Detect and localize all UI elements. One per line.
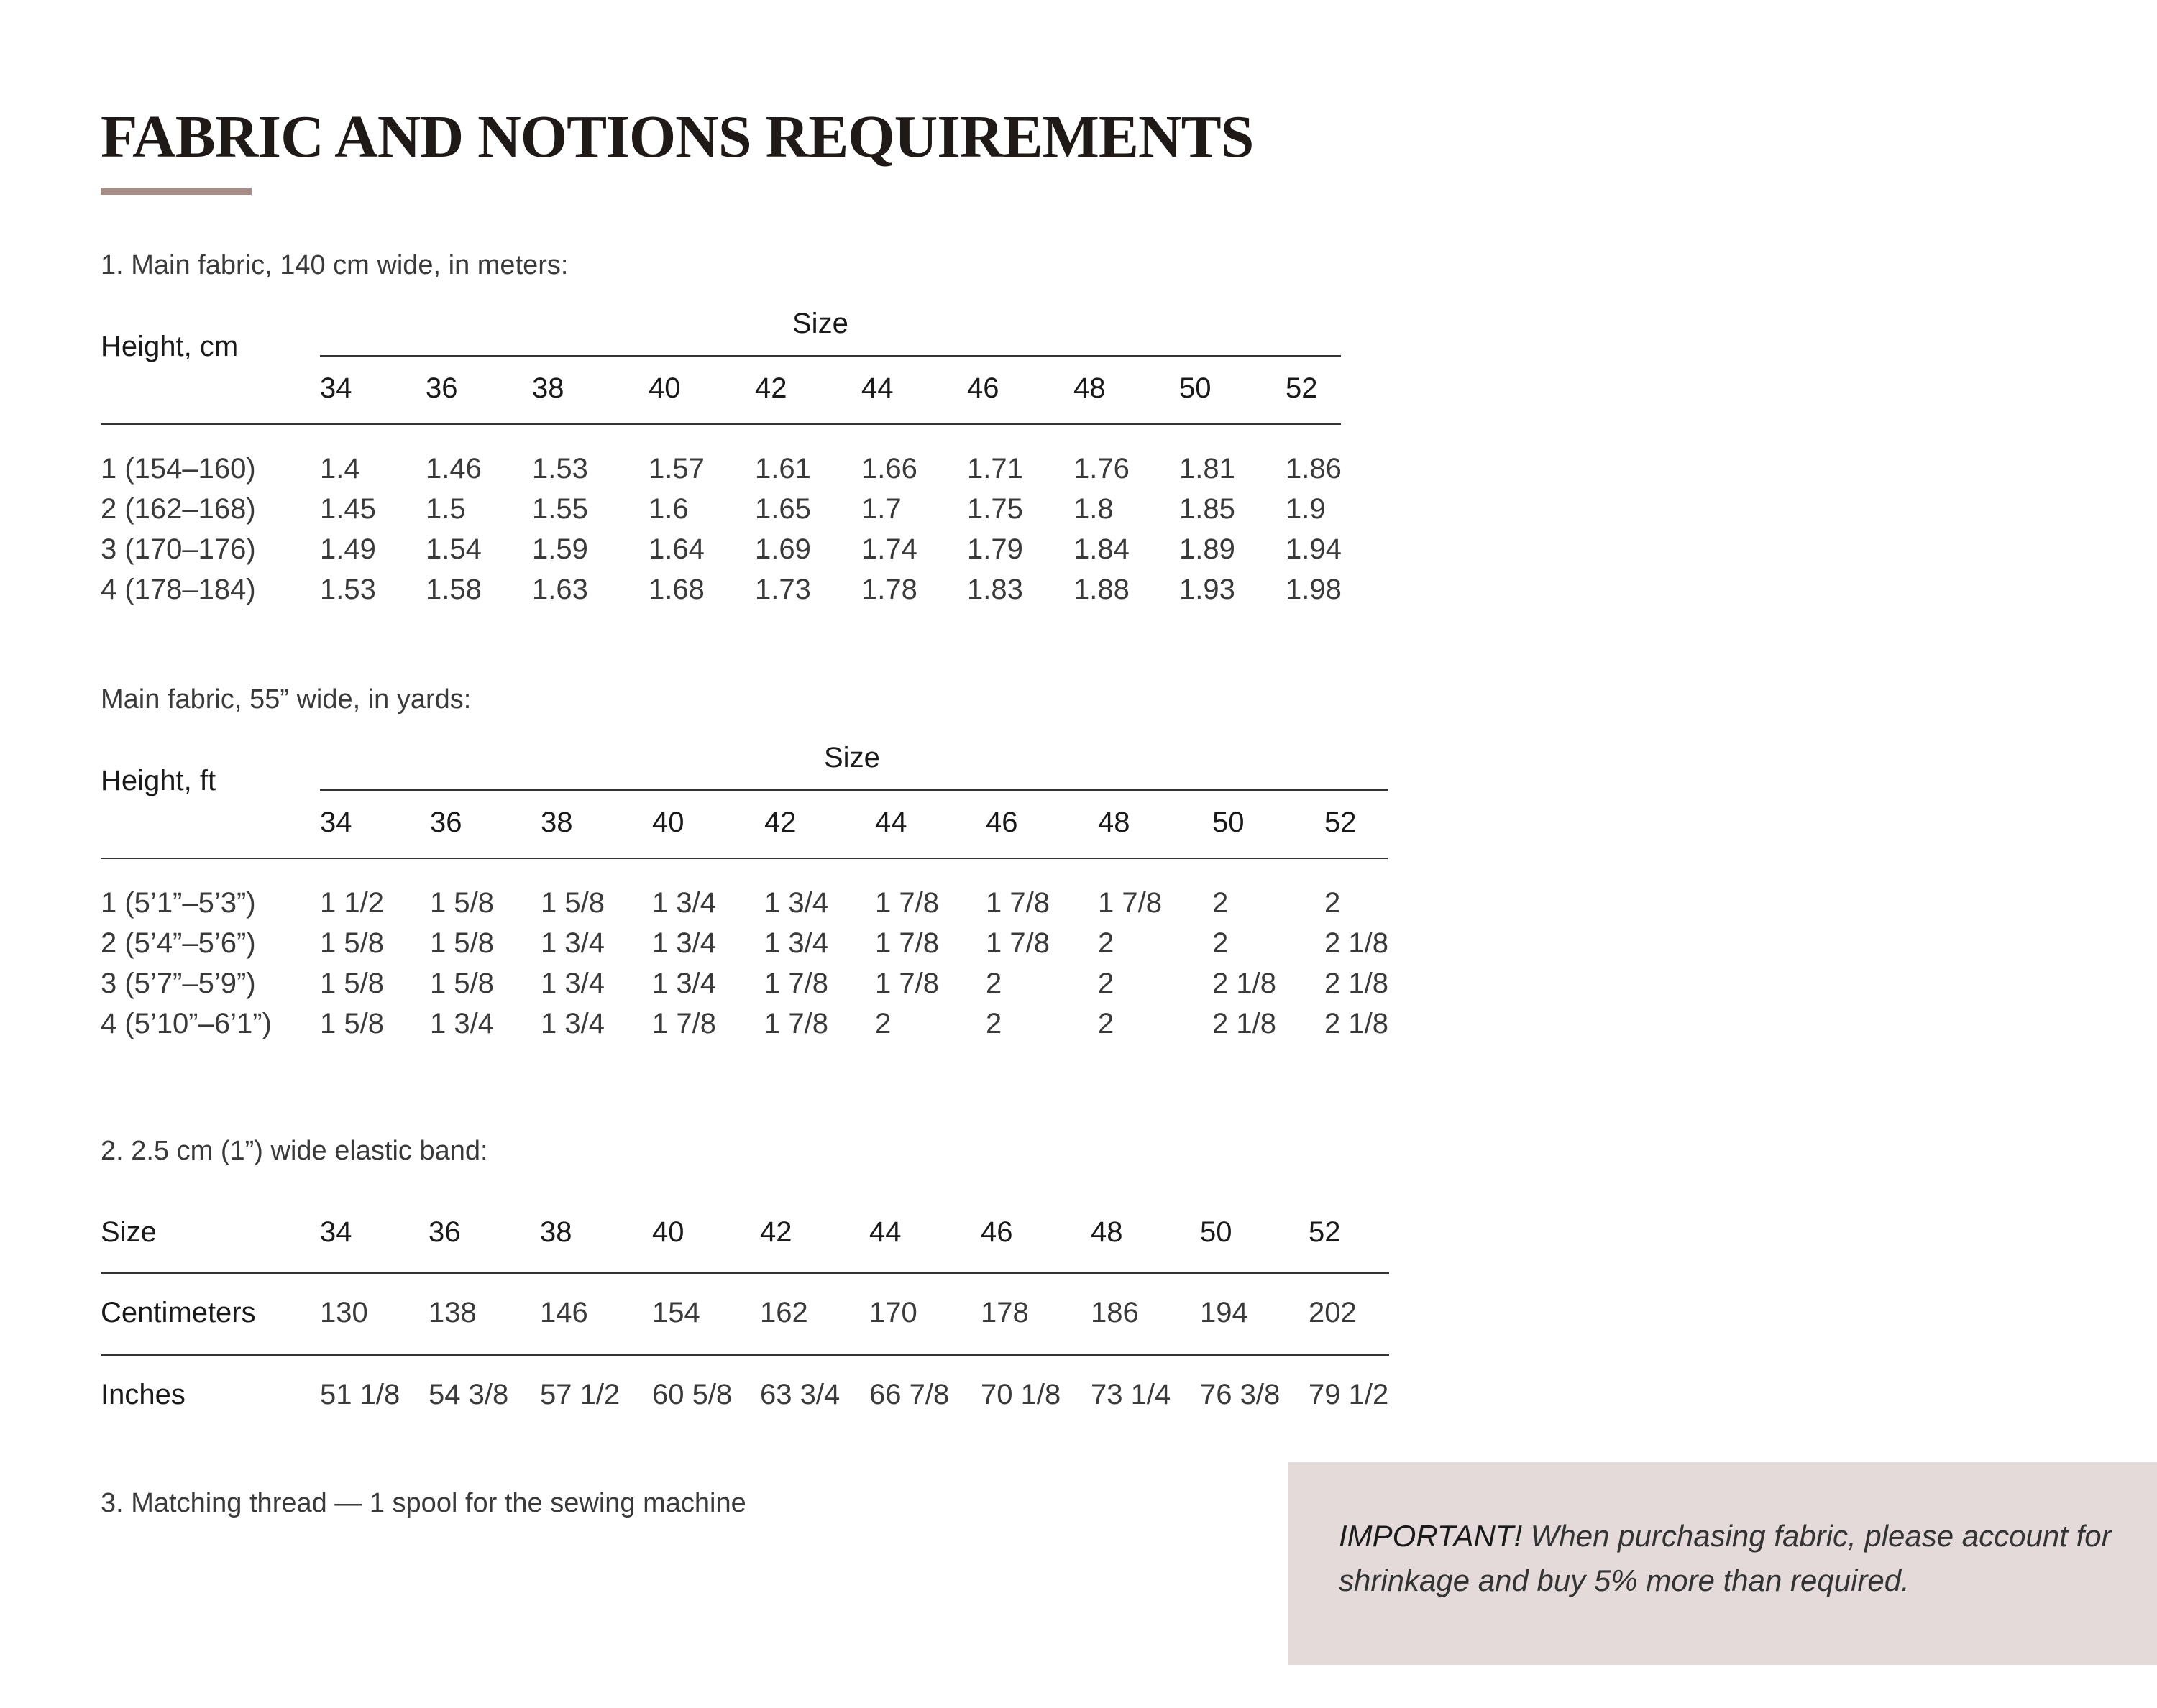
table3-row-rule bbox=[101, 1354, 1389, 1356]
table-cell: 1.45 bbox=[320, 493, 376, 525]
table-cell: 1 7/8 bbox=[986, 927, 1050, 959]
table-cell: 1 7/8 bbox=[764, 968, 828, 999]
table-cell: 2 1/8 bbox=[1324, 968, 1388, 999]
table-cell: 1 7/8 bbox=[652, 1008, 716, 1039]
table-cell: 1 7/8 bbox=[875, 968, 939, 999]
size-header-cell: 46 bbox=[981, 1216, 1013, 1248]
table-cell: 1.76 bbox=[1073, 453, 1130, 485]
table-cell: 1.53 bbox=[532, 453, 588, 485]
table-cell: 1.4 bbox=[320, 453, 360, 485]
table-cell: 79 1/2 bbox=[1309, 1379, 1389, 1410]
table-cell: 1.84 bbox=[1073, 533, 1130, 565]
table-cell: 194 bbox=[1200, 1297, 1248, 1328]
table-cell: 1.94 bbox=[1286, 533, 1342, 565]
size-header-cell: 40 bbox=[652, 807, 684, 838]
table-cell: 1.79 bbox=[967, 533, 1023, 565]
table-cell: 1.73 bbox=[755, 574, 811, 605]
table-cell: 2 bbox=[986, 1008, 1002, 1039]
table-cell: 2 bbox=[1212, 927, 1229, 959]
table-cell: 1.53 bbox=[320, 574, 376, 605]
table-cell: 1.61 bbox=[755, 453, 811, 485]
table-cell: 1 1/2 bbox=[320, 887, 384, 919]
table-cell: 1 7/8 bbox=[1098, 887, 1162, 919]
table-cell: 1.57 bbox=[649, 453, 705, 485]
table-cell: 54 3/8 bbox=[429, 1379, 509, 1410]
size-header-cell: 46 bbox=[967, 372, 999, 404]
table-cell: 2 bbox=[875, 1008, 892, 1039]
size-header-cell: 36 bbox=[430, 807, 462, 838]
table-cell: 146 bbox=[540, 1297, 588, 1328]
table-cell: 154 bbox=[652, 1297, 700, 1328]
table-cell: 2 bbox=[1098, 1008, 1114, 1039]
table-cell: 1.65 bbox=[755, 493, 811, 525]
table-cell: 1.6 bbox=[649, 493, 689, 525]
size-header-cell: 34 bbox=[320, 1216, 352, 1248]
table-cell: 57 1/2 bbox=[540, 1379, 620, 1410]
table-cell: 51 1/8 bbox=[320, 1379, 400, 1410]
important-note bbox=[1288, 1462, 2157, 1665]
row-label: 4 (178–184) bbox=[101, 574, 256, 605]
table-cell: 1 5/8 bbox=[320, 968, 384, 999]
table-cell: 2 1/8 bbox=[1212, 968, 1276, 999]
table-cell: 1.7 bbox=[861, 493, 902, 525]
size-header-cell: 42 bbox=[755, 372, 787, 404]
important-note-body: When purchasing fabric, please account for shrinkage and buy 5% more than required. bbox=[1339, 1519, 2112, 1597]
size-header-cell: 50 bbox=[1212, 807, 1245, 838]
table-cell: 1 7/8 bbox=[875, 887, 939, 919]
size-header-cell: 44 bbox=[875, 807, 907, 838]
table-cell: 1.93 bbox=[1179, 574, 1235, 605]
row-label: 4 (5’10”–6’1”) bbox=[101, 1008, 272, 1039]
table3-header-rule bbox=[101, 1272, 1389, 1274]
table-cell: 1.64 bbox=[649, 533, 705, 565]
size-header-cell: 42 bbox=[764, 807, 797, 838]
table-cell: 1 3/4 bbox=[652, 927, 716, 959]
table-cell: 170 bbox=[869, 1297, 917, 1328]
table-cell: 1 5/8 bbox=[430, 887, 494, 919]
table-cell: 2 bbox=[1324, 887, 1341, 919]
size-header-cell: 50 bbox=[1179, 372, 1212, 404]
table-cell: 1.5 bbox=[426, 493, 466, 525]
table-cell: 1.54 bbox=[426, 533, 482, 565]
table1-size-label: Size bbox=[792, 308, 848, 339]
size-header-cell: 48 bbox=[1073, 372, 1106, 404]
table-cell: 2 bbox=[1212, 887, 1229, 919]
row-label: 1 (154–160) bbox=[101, 453, 256, 485]
table-cell: 1.74 bbox=[861, 533, 917, 565]
table-cell: 162 bbox=[760, 1297, 808, 1328]
section1b-heading: Main fabric, 55” wide, in yards: bbox=[101, 684, 472, 715]
table-cell: 1.9 bbox=[1286, 493, 1326, 525]
table-cell: 1.78 bbox=[861, 574, 917, 605]
table1-size-rule bbox=[320, 355, 1341, 357]
table-cell: 1.68 bbox=[649, 574, 705, 605]
section1-heading: 1. Main fabric, 140 cm wide, in meters: bbox=[101, 250, 569, 280]
table2-size-label: Size bbox=[824, 742, 880, 773]
table-cell: 1.88 bbox=[1073, 574, 1130, 605]
title-underline bbox=[101, 188, 252, 195]
size-header-cell: 44 bbox=[861, 372, 894, 404]
table-cell: 76 3/8 bbox=[1200, 1379, 1281, 1410]
page-title: FABRIC AND NOTIONS REQUIREMENTS bbox=[101, 104, 1254, 170]
table-cell: 73 1/4 bbox=[1091, 1379, 1171, 1410]
section2-heading: 2. 2.5 cm (1”) wide elastic band: bbox=[101, 1136, 488, 1166]
table-cell: 1.81 bbox=[1179, 453, 1235, 485]
table1-row-header: Height, cm bbox=[101, 331, 239, 362]
table-cell: 130 bbox=[320, 1297, 368, 1328]
table-cell: 1 3/4 bbox=[764, 887, 828, 919]
table-cell: 1 3/4 bbox=[652, 887, 716, 919]
table1-header-rule bbox=[101, 423, 1341, 425]
table-cell: 1.63 bbox=[532, 574, 588, 605]
table-cell: 1 7/8 bbox=[986, 887, 1050, 919]
table-cell: 1.46 bbox=[426, 453, 482, 485]
table-cell: 1.55 bbox=[532, 493, 588, 525]
table-cell: 2 bbox=[1098, 968, 1114, 999]
table-cell: 1 3/4 bbox=[541, 927, 605, 959]
table-cell: 202 bbox=[1309, 1297, 1357, 1328]
table-cell: 1 3/4 bbox=[430, 1008, 494, 1039]
table-cell: 1.85 bbox=[1179, 493, 1235, 525]
table-cell: 1.98 bbox=[1286, 574, 1342, 605]
table-cell: 1 3/4 bbox=[764, 927, 828, 959]
size-header-cell: 52 bbox=[1324, 807, 1357, 838]
table-cell: 1.58 bbox=[426, 574, 482, 605]
size-header-cell: 52 bbox=[1286, 372, 1318, 404]
table2-row-header: Height, ft bbox=[101, 765, 216, 796]
size-header-cell: 38 bbox=[541, 807, 573, 838]
table-cell: 138 bbox=[429, 1297, 477, 1328]
size-header-cell: 40 bbox=[649, 372, 681, 404]
table-cell: 1.69 bbox=[755, 533, 811, 565]
size-header-cell: 48 bbox=[1091, 1216, 1123, 1248]
table-cell: 1 3/4 bbox=[541, 1008, 605, 1039]
size-header-cell: 46 bbox=[986, 807, 1018, 838]
row-label: 2 (162–168) bbox=[101, 493, 256, 525]
table-cell: 1 7/8 bbox=[875, 927, 939, 959]
table-cell: 186 bbox=[1091, 1297, 1139, 1328]
table-cell: 1 5/8 bbox=[320, 927, 384, 959]
table-cell: 1 5/8 bbox=[541, 887, 605, 919]
table-cell: 1.83 bbox=[967, 574, 1023, 605]
table-cell: 1.8 bbox=[1073, 493, 1114, 525]
table-cell: 2 bbox=[986, 968, 1002, 999]
size-header-cell: 34 bbox=[320, 372, 352, 404]
important-note-strong: IMPORTANT! bbox=[1339, 1519, 1523, 1553]
table-cell: 2 bbox=[1098, 927, 1114, 959]
row-label: 3 (5’7”–5’9”) bbox=[101, 968, 256, 999]
size-header-cell: 36 bbox=[426, 372, 458, 404]
table-cell: 70 1/8 bbox=[981, 1379, 1061, 1410]
row-label: Inches bbox=[101, 1379, 186, 1410]
size-header-cell: 52 bbox=[1309, 1216, 1341, 1248]
table-cell: 1 5/8 bbox=[430, 968, 494, 999]
size-header-cell: 48 bbox=[1098, 807, 1130, 838]
size-header-cell: 40 bbox=[652, 1216, 684, 1248]
row-label: 3 (170–176) bbox=[101, 533, 256, 565]
table-cell: 1.66 bbox=[861, 453, 917, 485]
table-cell: 1.59 bbox=[532, 533, 588, 565]
row-label: 1 (5’1”–5’3”) bbox=[101, 887, 256, 919]
table3-size-label: Size bbox=[101, 1216, 157, 1248]
row-label: Centimeters bbox=[101, 1297, 256, 1328]
size-header-cell: 50 bbox=[1200, 1216, 1232, 1248]
table-cell: 1 3/4 bbox=[652, 968, 716, 999]
table-cell: 66 7/8 bbox=[869, 1379, 950, 1410]
size-header-cell: 38 bbox=[532, 372, 564, 404]
table-cell: 63 3/4 bbox=[760, 1379, 841, 1410]
table2-header-rule bbox=[101, 858, 1388, 859]
row-label: 2 (5’4”–5’6”) bbox=[101, 927, 256, 959]
table2-size-rule bbox=[320, 789, 1388, 791]
table-cell: 1 7/8 bbox=[764, 1008, 828, 1039]
important-note-text bbox=[1339, 1514, 2115, 1603]
section3-heading: 3. Matching thread — 1 spool for the sewing machine bbox=[101, 1488, 746, 1518]
table-cell: 1 5/8 bbox=[320, 1008, 384, 1039]
size-header-cell: 44 bbox=[869, 1216, 902, 1248]
table-cell: 1 3/4 bbox=[541, 968, 605, 999]
size-header-cell: 38 bbox=[540, 1216, 572, 1248]
size-header-cell: 36 bbox=[429, 1216, 461, 1248]
table-cell: 2 1/8 bbox=[1324, 927, 1388, 959]
size-header-cell: 34 bbox=[320, 807, 352, 838]
table-cell: 1.49 bbox=[320, 533, 376, 565]
table-cell: 60 5/8 bbox=[652, 1379, 733, 1410]
table-cell: 1.89 bbox=[1179, 533, 1235, 565]
table-cell: 1.86 bbox=[1286, 453, 1342, 485]
table-cell: 1.71 bbox=[967, 453, 1023, 485]
table-cell: 2 1/8 bbox=[1212, 1008, 1276, 1039]
size-header-cell: 42 bbox=[760, 1216, 792, 1248]
table-cell: 2 1/8 bbox=[1324, 1008, 1388, 1039]
table-cell: 1 5/8 bbox=[430, 927, 494, 959]
table-cell: 1.75 bbox=[967, 493, 1023, 525]
table-cell: 178 bbox=[981, 1297, 1029, 1328]
